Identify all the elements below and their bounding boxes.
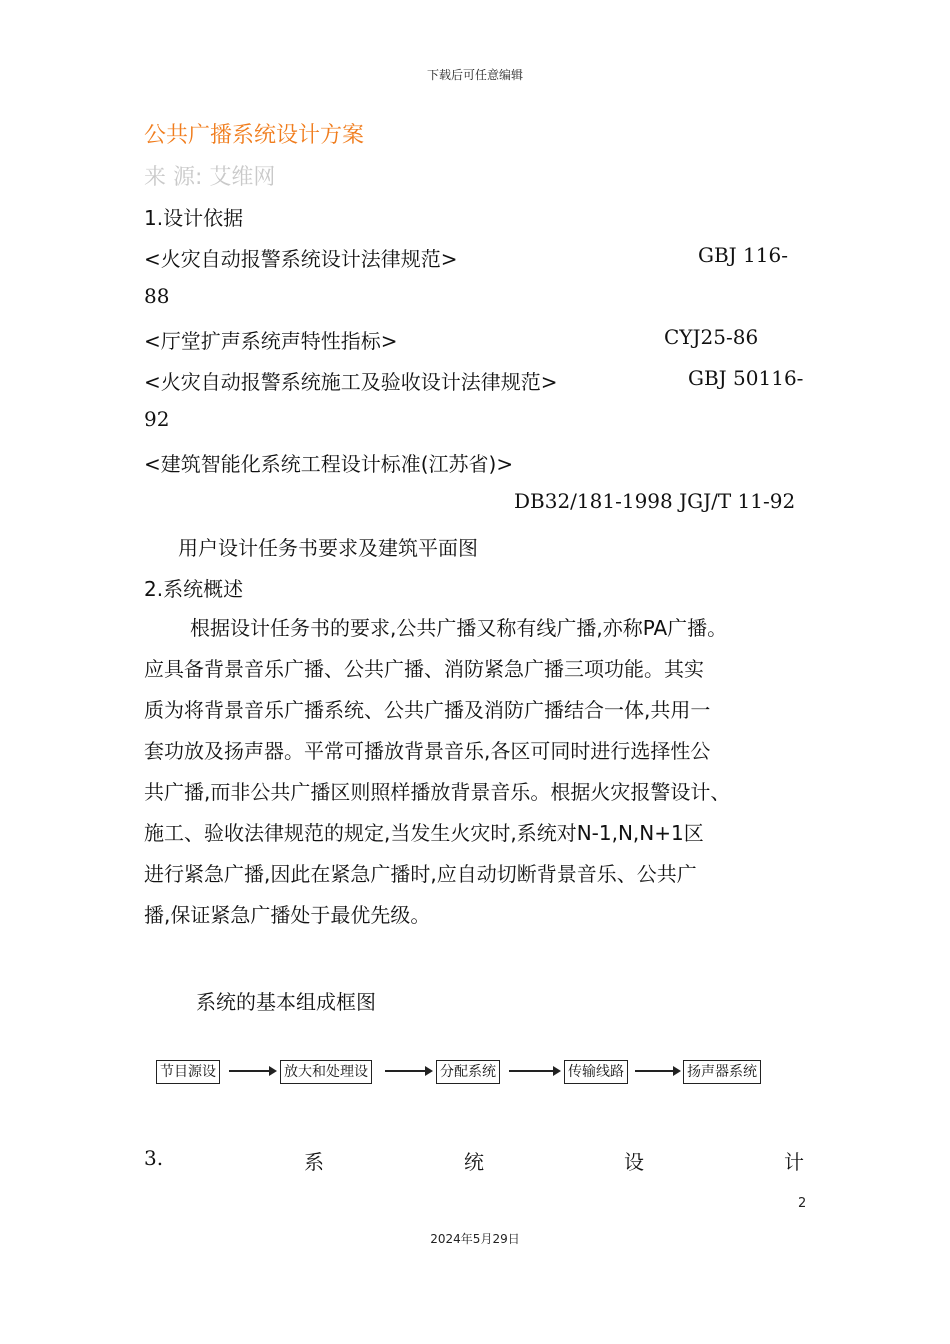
reference-code-4: DB32/181-1998 JGJ/T 11-92 [514,489,796,513]
diagram-box-distribution: 分配系统 [436,1060,500,1084]
overview-paragraph [144,608,824,936]
reference-code-3-cont: 92 [144,407,170,431]
overview-line: 施工、验收法律规范的规定,当发生火灾时,系统对N-1,N,N+1区 [144,821,704,845]
reference-code-2: CYJ25-86 [664,325,759,349]
diagram-box-source: 节目源设 [156,1060,220,1084]
diagram-box-speakers: 扬声器系统 [683,1060,761,1084]
reference-code-1: GBJ 116- [698,243,788,267]
section-heading-2: 2.系统概述 [144,577,244,601]
page-header-note: 下载后可任意编辑 [426,68,523,82]
reference-code-1-cont: 88 [144,284,170,308]
reference-name-1: <火灾自动报警系统设计法律规范> [144,247,458,271]
diagram-arrow [509,1070,559,1072]
section-heading-3-char: 设 [624,1150,644,1174]
overview-line: 根据设计任务书的要求,公共广播又称有线广播,亦称PA广播。 [190,616,728,640]
overview-line: 质为将背景音乐广播系统、公共广播及消防广播结合一体,共用一 [144,698,711,722]
reference-name-2: <厅堂扩声系统声特性指标> [144,329,398,353]
overview-line: 播,保证紧急广播处于最优先级。 [144,903,431,927]
section-heading-3-char: 计 [784,1150,804,1174]
footer-date: 2024年5月29日 [430,1232,520,1246]
user-requirements-line: 用户设计任务书要求及建筑平面图 [178,536,478,560]
page-number: 2 [798,1196,807,1211]
overview-line: 应具备背景音乐广播、公共广播、消防紧急广播三项功能。其实 [144,657,704,681]
diagram-box-amplifier: 放大和处理设 [280,1060,372,1084]
reference-name-4: <建筑智能化系统工程设计标准(江苏省)> [144,452,514,476]
overview-line: 套功放及扬声器。平常可播放背景音乐,各区可同时进行选择性公 [144,739,711,763]
document-title: 公共广播系统设计方案 [144,123,365,148]
overview-line: 共广播,而非公共广播区则照样播放背景音乐。根据火灾报警设计、 [144,780,731,804]
section-heading-1: 1.设计依据 [144,206,244,230]
diagram-arrow [229,1070,275,1072]
document-source: 来 源: 艾维网 [144,165,276,190]
section-heading-3-char: 统 [464,1150,484,1174]
diagram-box-transmission: 传输线路 [564,1060,628,1084]
section-heading-3-number: 3. [144,1146,164,1170]
diagram-arrow [635,1070,679,1072]
overview-line: 进行紧急广播,因此在紧急广播时,应自动切断背景音乐、公共广 [144,862,697,886]
reference-code-3: GBJ 50116- [688,366,804,390]
diagram-title: 系统的基本组成框图 [196,990,376,1014]
section-heading-3-char: 系 [304,1150,324,1174]
diagram-arrow [385,1070,431,1072]
reference-name-3: <火灾自动报警系统施工及验收设计法律规范> [144,370,558,394]
